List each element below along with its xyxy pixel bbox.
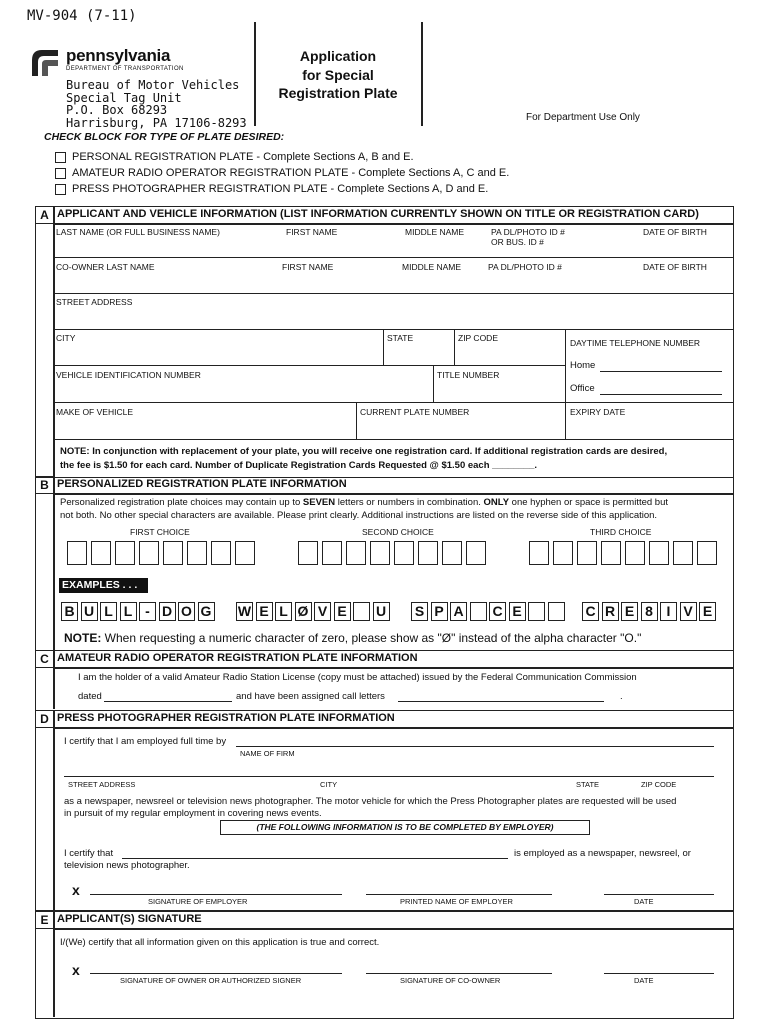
first-choice-box[interactable] <box>67 541 87 565</box>
first-choice-box[interactable] <box>163 541 183 565</box>
second-choice-box[interactable] <box>298 541 318 565</box>
make-label: MAKE OF VEHICLE <box>56 407 133 417</box>
co-first-name-label: FIRST NAME <box>282 262 334 272</box>
call-letters-field[interactable] <box>398 701 604 702</box>
employer-signature-field[interactable] <box>90 894 342 895</box>
example-character: R <box>602 602 619 621</box>
example-character: W <box>237 603 252 619</box>
amateur-radio-label: AMATEUR RADIO OPERATOR REGISTRATION PLATE - Complete Sections A, C and E. <box>72 167 510 179</box>
personal-plate-label: PERSONAL REGISTRATION PLATE - Complete Sections A, B and E. <box>72 151 414 163</box>
last-name-label: LAST NAME (OR FULL BUSINESS NAME) <box>56 227 220 237</box>
example-character: C <box>489 602 506 621</box>
example-character <box>470 602 487 621</box>
dob-label: DATE OF BIRTH <box>643 227 707 237</box>
employer-signature-x: x <box>72 882 80 898</box>
call-letters-label: and have been assigned call letters <box>236 691 385 702</box>
example-character: S <box>411 602 428 621</box>
owner-signature-x: x <box>72 962 80 978</box>
home-phone-field[interactable] <box>600 371 722 372</box>
example-character: L <box>275 602 292 621</box>
second-choice-box[interactable] <box>418 541 438 565</box>
section-e-title: APPLICANT(S) SIGNATURE <box>57 913 202 925</box>
state-label: STATE <box>387 333 414 343</box>
example-character: E <box>509 602 526 621</box>
co-owner-label: CO-OWNER LAST NAME <box>56 262 155 272</box>
daytime-phone-label: DAYTIME TELEPHONE NUMBER <box>570 338 701 348</box>
personalized-rules-line2: not both. No other special characters are available. Please print clearly. Additional instructions are listed on the reverse side of this application. <box>60 510 658 521</box>
current-plate-label: CURRENT PLATE NUMBER <box>360 407 470 417</box>
firm-zip-label: ZIP CODE <box>641 780 677 789</box>
firm-name-label: NAME OF FIRM <box>240 749 295 758</box>
second-choice-box[interactable] <box>442 541 462 565</box>
example-character: E <box>699 602 716 621</box>
co-dob-label: DATE OF BIRTH <box>643 262 707 272</box>
example-character: U <box>81 602 98 621</box>
firm-city-label: CITY <box>320 780 338 789</box>
check-block-title: CHECK BLOCK FOR TYPE OF PLATE DESIRED: <box>44 131 285 143</box>
employer-printed-name-label: PRINTED NAME OF EMPLOYER <box>400 897 513 906</box>
second-choice-box[interactable] <box>466 541 486 565</box>
third-choice-box[interactable] <box>625 541 645 565</box>
employer-signature-label: SIGNATURE OF EMPLOYER <box>148 897 248 906</box>
employer-section-banner: (THE FOLLOWING INFORMATION IS TO BE COMPLETED BY EMPLOYER) <box>220 820 590 835</box>
dated-label: dated <box>78 691 102 702</box>
example-character <box>548 602 565 621</box>
section-d-title: PRESS PHOTOGRAPHER REGISTRATION PLATE INFORMATION <box>57 712 395 724</box>
example-character: A <box>450 602 467 621</box>
example-character: D <box>159 602 176 621</box>
section-b-title: PERSONALIZED REGISTRATION PLATE INFORMATION <box>57 478 347 490</box>
example-character: G <box>198 602 215 621</box>
home-phone-label: Home <box>570 360 596 371</box>
first-choice-box[interactable] <box>235 541 255 565</box>
press-photographer-label: PRESS PHOTOGRAPHER REGISTRATION PLATE - Complete Sections A, D and E. <box>72 183 489 195</box>
employer-date-label: DATE <box>634 897 654 906</box>
second-choice-box[interactable] <box>394 541 414 565</box>
firm-address-field[interactable] <box>64 776 714 777</box>
bureau-address: Bureau of Motor Vehicles Special Tag Unit P.O. Box 68293 Harrisburg, PA 17106-8293 <box>66 78 247 130</box>
section-e-letter: E <box>35 911 54 929</box>
personal-plate-checkbox[interactable] <box>55 152 66 163</box>
form-number: MV-904 (7-11) <box>27 8 137 24</box>
section-a-title: APPLICANT AND VEHICLE INFORMATION (LIST INFORMATION CURRENTLY SHOWN ON TITLE OR REGISTRATION CARD) <box>57 208 699 220</box>
examples-label: EXAMPLES . . . <box>59 578 148 593</box>
second-choice-box[interactable] <box>346 541 366 565</box>
third-choice-box[interactable] <box>697 541 717 565</box>
second-choice-label: SECOND CHOICE <box>362 527 434 537</box>
owner-date-field[interactable] <box>604 973 714 974</box>
department-use-label: For Department Use Only <box>526 112 640 123</box>
third-choice-box[interactable] <box>649 541 669 565</box>
photographer-statement: as a newspaper, newsreel or television news photographer. The motor vehicle for which the Press Photographer plates are requested will be used in pursuit of my regular employment in covering news events. <box>64 796 677 819</box>
first-choice-box[interactable] <box>187 541 207 565</box>
vin-label: VEHICLE IDENTIFICATION NUMBER <box>56 370 201 380</box>
example-character: L <box>120 602 137 621</box>
section-b-letter: B <box>35 476 54 494</box>
logo-name: pennsylvania <box>66 46 171 65</box>
example-character: V <box>314 602 331 621</box>
example-character: V <box>680 602 697 621</box>
firm-street-label: STREET ADDRESS <box>68 780 136 789</box>
coowner-signature-label: SIGNATURE OF CO-OWNER <box>400 976 501 985</box>
first-choice-label: FIRST CHOICE <box>130 527 190 537</box>
owner-signature-label: SIGNATURE OF OWNER OR AUTHORIZED SIGNER <box>120 976 302 985</box>
example-character: E <box>621 602 638 621</box>
form-title: Application for Special Registration Plate <box>278 48 398 101</box>
example-character: P <box>431 602 448 621</box>
call-letters-period: . <box>620 691 623 702</box>
employed-as-label: is employed as a newspaper, newsreel, or <box>514 848 691 859</box>
amateur-license-statement: I am the holder of a valid Amateur Radio Station License (copy must be attached) issued by the Federal Communication Commission <box>78 672 637 683</box>
example-character: - <box>139 602 156 621</box>
first-choice-box[interactable] <box>139 541 159 565</box>
duplicate-card-note: NOTE: In conjunction with replacement of your plate, you will receive one registration card. If additional registration cards are desired, the fee is $1.50 for each card. Number of Duplicate Registration Cards Requested @ $1.50 each ________. <box>60 446 668 471</box>
example-character: 8 <box>641 602 658 621</box>
third-choice-box[interactable] <box>601 541 621 565</box>
section-d-letter: D <box>35 710 54 728</box>
first-choice-box[interactable] <box>211 541 231 565</box>
example-character: L <box>100 602 117 621</box>
first-choice-box[interactable] <box>91 541 111 565</box>
third-choice-box[interactable] <box>577 541 597 565</box>
co-pa-dl-label: PA DL/PHOTO ID # <box>488 262 562 272</box>
example-character: O <box>178 602 195 621</box>
example-character: B <box>61 602 78 621</box>
zero-character-note: NOTE: When requesting a numeric character of zero, please show as "Ø" instead of the alpha character "O." <box>64 631 642 645</box>
applicant-certify-statement: I/(We) certify that all information given on this application is true and correct. <box>60 937 380 948</box>
tv-photographer-label: television news photographer. <box>64 860 190 871</box>
middle-name-label: MIDDLE NAME <box>405 227 465 237</box>
logo-department: DEPARTMENT OF TRANSPORTATION <box>66 66 184 72</box>
expiry-label: EXPIRY DATE <box>570 407 626 417</box>
example-character: Ø <box>295 602 312 621</box>
example-character <box>353 602 370 621</box>
license-date-field[interactable] <box>104 701 232 702</box>
employer-certify2-label: I certify that <box>64 848 114 859</box>
employer-printed-name-field[interactable] <box>366 894 552 895</box>
street-address-label: STREET ADDRESS <box>56 297 133 307</box>
example-character <box>528 602 545 621</box>
firm-state-label: STATE <box>576 780 600 789</box>
press-photographer-checkbox[interactable] <box>55 184 66 195</box>
amateur-radio-checkbox[interactable] <box>55 168 66 179</box>
first-name-label: FIRST NAME <box>286 227 338 237</box>
section-c-title: AMATEUR RADIO OPERATOR REGISTRATION PLATE INFORMATION <box>57 652 418 664</box>
example-character: I <box>660 602 677 621</box>
section-a-letter: A <box>35 206 54 224</box>
header-divider-2 <box>421 22 423 126</box>
penndot-logo-icon <box>28 46 62 78</box>
co-middle-name-label: MIDDLE NAME <box>402 262 462 272</box>
example-character: C <box>582 602 599 621</box>
example-character: U <box>373 602 390 621</box>
zip-label: ZIP CODE <box>458 333 498 343</box>
third-choice-box[interactable] <box>529 541 549 565</box>
owner-date-label: DATE <box>634 976 654 985</box>
office-phone-label: Office <box>570 383 595 394</box>
third-choice-label: THIRD CHOICE <box>590 527 652 537</box>
first-choice-box[interactable] <box>115 541 135 565</box>
pa-dl-label: PA DL/PHOTO ID # OR BUS. ID # <box>491 227 565 247</box>
office-phone-field[interactable] <box>600 394 722 395</box>
example-character: E <box>256 602 273 621</box>
personalized-rules-line1: Personalized registration plate choices may contain up to SEVEN letters or numbers in combination. ONLY one hyphen or space is permitted but <box>60 497 669 508</box>
employer-certify-label: I certify that I am employed full time by <box>64 736 227 747</box>
second-choice-box[interactable] <box>322 541 342 565</box>
employee-name-field[interactable] <box>122 858 508 859</box>
third-choice-box[interactable] <box>553 541 573 565</box>
owner-signature-field[interactable] <box>90 973 342 974</box>
city-label: CITY <box>56 333 76 343</box>
section-c-letter: C <box>35 650 54 668</box>
second-choice-box[interactable] <box>370 541 390 565</box>
coowner-signature-field[interactable] <box>366 973 552 974</box>
example-character: E <box>334 602 351 621</box>
firm-name-field[interactable] <box>236 746 714 747</box>
third-choice-box[interactable] <box>673 541 693 565</box>
employer-date-field[interactable] <box>604 894 714 895</box>
title-number-label: TITLE NUMBER <box>437 370 500 380</box>
